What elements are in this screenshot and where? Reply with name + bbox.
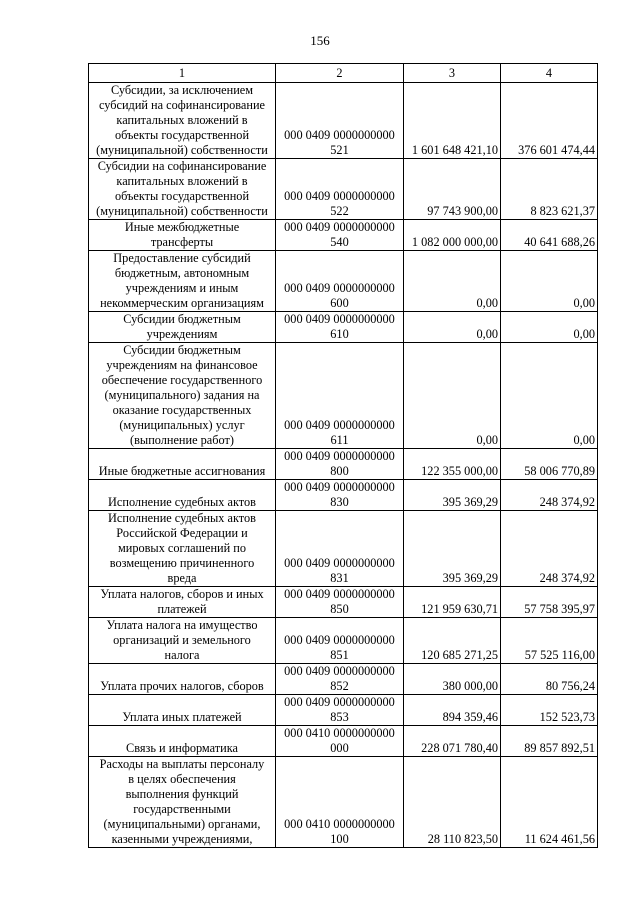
- row-code-line: 000 0409 0000000000: [284, 449, 395, 463]
- row-name-cell: [89, 664, 276, 695]
- row-name-cell: [89, 757, 276, 848]
- row-name-line: выполнения функций: [125, 787, 239, 801]
- row-value-col3: 1 601 648 421,10: [404, 83, 501, 159]
- row-name-line: вреда: [167, 571, 197, 585]
- table-row: [89, 511, 598, 587]
- row-name-cell: [89, 726, 276, 757]
- row-name-cell: [89, 480, 276, 511]
- row-code-line: 800: [330, 464, 349, 478]
- table-row: [89, 83, 598, 159]
- row-name-cell: [89, 695, 276, 726]
- row-name-line: объекты государственной: [114, 189, 250, 203]
- row-value-col3: 395 369,29: [404, 480, 501, 511]
- row-name-line: государственными: [133, 802, 231, 816]
- row-value-col4: 89 857 892,51: [501, 726, 598, 757]
- row-code-line: 100: [330, 832, 349, 846]
- table-row: [89, 726, 598, 757]
- table-row: [89, 312, 598, 343]
- row-value-col3: 122 355 000,00: [404, 449, 501, 480]
- row-name-line: Исполнение судебных актов: [108, 495, 256, 509]
- table-body: [89, 83, 598, 848]
- row-name-line: Субсидии, за исключением: [110, 83, 254, 97]
- row-value-col4: 376 601 474,44: [501, 83, 598, 159]
- row-code-line: 522: [330, 204, 349, 218]
- row-code-cell: [276, 343, 404, 449]
- row-code-line: 611: [330, 433, 349, 447]
- column-header-3: 3: [404, 64, 501, 83]
- row-name-line: Исполнение судебных актов: [108, 511, 256, 525]
- row-code-line: 831: [330, 571, 349, 585]
- row-code-cell: [276, 449, 404, 480]
- row-code-cell: [276, 664, 404, 695]
- row-name-line: учреждениям на финансовое: [106, 358, 258, 372]
- row-code-line: 000 0409 0000000000: [284, 556, 395, 570]
- row-name-line: учреждениям и иным: [125, 281, 239, 295]
- row-name-line: Уплата налога на имущество: [106, 618, 258, 632]
- row-code-line: 000 0409 0000000000: [284, 281, 395, 295]
- row-code-line: 000 0409 0000000000: [284, 128, 395, 142]
- row-name-line: налога: [164, 648, 200, 662]
- row-code-line: 850: [330, 602, 349, 616]
- row-name-line: (выполнение работ): [130, 433, 234, 447]
- row-code-line: 000 0409 0000000000: [284, 312, 395, 326]
- row-name-line: в целях обеспечения: [128, 772, 236, 786]
- row-name-line: Уплата иных платежей: [122, 710, 242, 724]
- row-name-line: обеспечение государственного: [101, 373, 263, 387]
- row-value-col3: 395 369,29: [404, 511, 501, 587]
- row-name-cell: [89, 251, 276, 312]
- table-row: [89, 220, 598, 251]
- row-name-line: организаций и земельного: [113, 633, 251, 647]
- row-code-cell: [276, 312, 404, 343]
- row-code-cell: [276, 695, 404, 726]
- row-code-line: 610: [330, 327, 349, 341]
- row-code-line: 000 0409 0000000000: [284, 633, 395, 647]
- row-value-col4: 0,00: [501, 343, 598, 449]
- table-header-row: [89, 64, 598, 83]
- row-code-line: 521: [330, 143, 349, 157]
- row-name-line: (муниципальными) органами,: [103, 817, 261, 831]
- row-value-col3: 0,00: [404, 312, 501, 343]
- row-code-line: 000: [330, 741, 349, 755]
- table-row: [89, 695, 598, 726]
- row-code-cell: [276, 159, 404, 220]
- table-row: [89, 664, 598, 695]
- row-value-col4: 8 823 621,37: [501, 159, 598, 220]
- row-name-line: Расходы на выплаты персоналу: [99, 757, 265, 771]
- table-row: [89, 618, 598, 664]
- row-name-line: платежей: [157, 602, 207, 616]
- row-name-line: бюджетным, автономным: [114, 266, 250, 280]
- row-code-line: 000 0409 0000000000: [284, 220, 395, 234]
- row-value-col3: 121 959 630,71: [404, 587, 501, 618]
- row-name-line: Предоставление субсидий: [113, 251, 251, 265]
- row-name-line: Субсидии бюджетным: [123, 312, 241, 326]
- row-name-line: Иные бюджетные ассигнования: [98, 464, 266, 478]
- row-code-cell: [276, 83, 404, 159]
- row-name-cell: [89, 312, 276, 343]
- row-code-line: 000 0409 0000000000: [284, 418, 395, 432]
- row-name-cell: [89, 618, 276, 664]
- row-name-line: (муниципального) задания на: [104, 388, 260, 402]
- table-row: [89, 449, 598, 480]
- row-code-line: 000 0410 0000000000: [284, 726, 395, 740]
- row-code-line: 851: [330, 648, 349, 662]
- table-row: [89, 757, 598, 848]
- row-code-line: 853: [330, 710, 349, 724]
- row-name-line: капитальных вложений в: [116, 174, 248, 188]
- row-code-line: 000 0409 0000000000: [284, 695, 395, 709]
- row-name-line: (муниципальной) собственности: [96, 143, 268, 157]
- row-name-line: мировых соглашений по: [117, 541, 247, 555]
- column-header-2: 2: [276, 64, 404, 83]
- row-value-col3: 120 685 271,25: [404, 618, 501, 664]
- row-name-cell: [89, 83, 276, 159]
- row-value-col3: 28 110 823,50: [404, 757, 501, 848]
- row-name-cell: [89, 511, 276, 587]
- row-name-cell: [89, 449, 276, 480]
- row-value-col3: 228 071 780,40: [404, 726, 501, 757]
- table-row: [89, 159, 598, 220]
- row-code-cell: [276, 618, 404, 664]
- row-value-col3: 894 359,46: [404, 695, 501, 726]
- row-code-cell: [276, 511, 404, 587]
- row-value-col4: 58 006 770,89: [501, 449, 598, 480]
- row-name-line: Субсидии бюджетным: [123, 343, 241, 357]
- row-name-cell: [89, 220, 276, 251]
- table-row: [89, 251, 598, 312]
- row-name-line: Уплата налогов, сборов и иных: [100, 587, 264, 601]
- row-code-cell: [276, 480, 404, 511]
- row-value-col4: 248 374,92: [501, 480, 598, 511]
- row-code-line: 000 0409 0000000000: [284, 189, 395, 203]
- row-code-line: 852: [330, 679, 349, 693]
- row-value-col3: 0,00: [404, 343, 501, 449]
- row-name-line: Российской Федерации и: [116, 526, 248, 540]
- column-header-1: 1: [89, 64, 276, 83]
- row-code-line: 000 0410 0000000000: [284, 817, 395, 831]
- row-value-col4: 80 756,24: [501, 664, 598, 695]
- column-header-4: 4: [501, 64, 598, 83]
- row-code-cell: [276, 726, 404, 757]
- row-name-line: возмещению причиненного: [109, 556, 255, 570]
- row-code-line: 000 0409 0000000000: [284, 664, 395, 678]
- table-row: [89, 480, 598, 511]
- row-name-line: казенными учреждениями,: [111, 832, 253, 846]
- row-code-line: 000 0409 0000000000: [284, 480, 395, 494]
- row-name-line: некоммерческим организациям: [100, 296, 264, 310]
- row-code-cell: [276, 251, 404, 312]
- row-value-col3: 1 082 000 000,00: [404, 220, 501, 251]
- row-name-line: Связь и информатика: [126, 741, 238, 755]
- row-value-col3: 380 000,00: [404, 664, 501, 695]
- row-code-line: 600: [330, 296, 349, 310]
- row-name-line: Уплата прочих налогов, сборов: [100, 679, 264, 693]
- row-value-col4: 0,00: [501, 251, 598, 312]
- row-name-line: (муниципальных) услуг: [119, 418, 245, 432]
- row-name-line: (муниципальной) собственности: [96, 204, 268, 218]
- row-code-cell: [276, 220, 404, 251]
- row-value-col4: 57 758 395,97: [501, 587, 598, 618]
- row-value-col4: 40 641 688,26: [501, 220, 598, 251]
- table-row: [89, 587, 598, 618]
- row-name-line: капитальных вложений в: [116, 113, 248, 127]
- row-value-col4: 152 523,73: [501, 695, 598, 726]
- row-code-line: 830: [330, 495, 349, 509]
- row-name-cell: [89, 159, 276, 220]
- page-number: 156: [310, 33, 330, 48]
- row-name-line: объекты государственной: [114, 128, 250, 142]
- row-code-cell: [276, 587, 404, 618]
- row-code-line: 540: [330, 235, 349, 249]
- row-value-col3: 0,00: [404, 251, 501, 312]
- row-name-line: Иные межбюджетные: [124, 220, 240, 234]
- row-value-col4: 57 525 116,00: [501, 618, 598, 664]
- row-code-cell: [276, 757, 404, 848]
- row-name-line: Субсидии на софинансирование: [97, 159, 267, 173]
- budget-table: [88, 63, 598, 848]
- table-row: [89, 343, 598, 449]
- row-name-line: учреждениям: [146, 327, 218, 341]
- row-name-cell: [89, 343, 276, 449]
- row-code-line: 000 0409 0000000000: [284, 587, 395, 601]
- row-name-line: оказание государственных: [112, 403, 252, 417]
- row-value-col4: 11 624 461,56: [501, 757, 598, 848]
- row-name-cell: [89, 587, 276, 618]
- row-value-col4: 248 374,92: [501, 511, 598, 587]
- row-value-col4: 0,00: [501, 312, 598, 343]
- row-value-col3: 97 743 900,00: [404, 159, 501, 220]
- row-name-line: трансферты: [150, 235, 214, 249]
- row-name-line: субсидий на софинансирование: [98, 98, 265, 112]
